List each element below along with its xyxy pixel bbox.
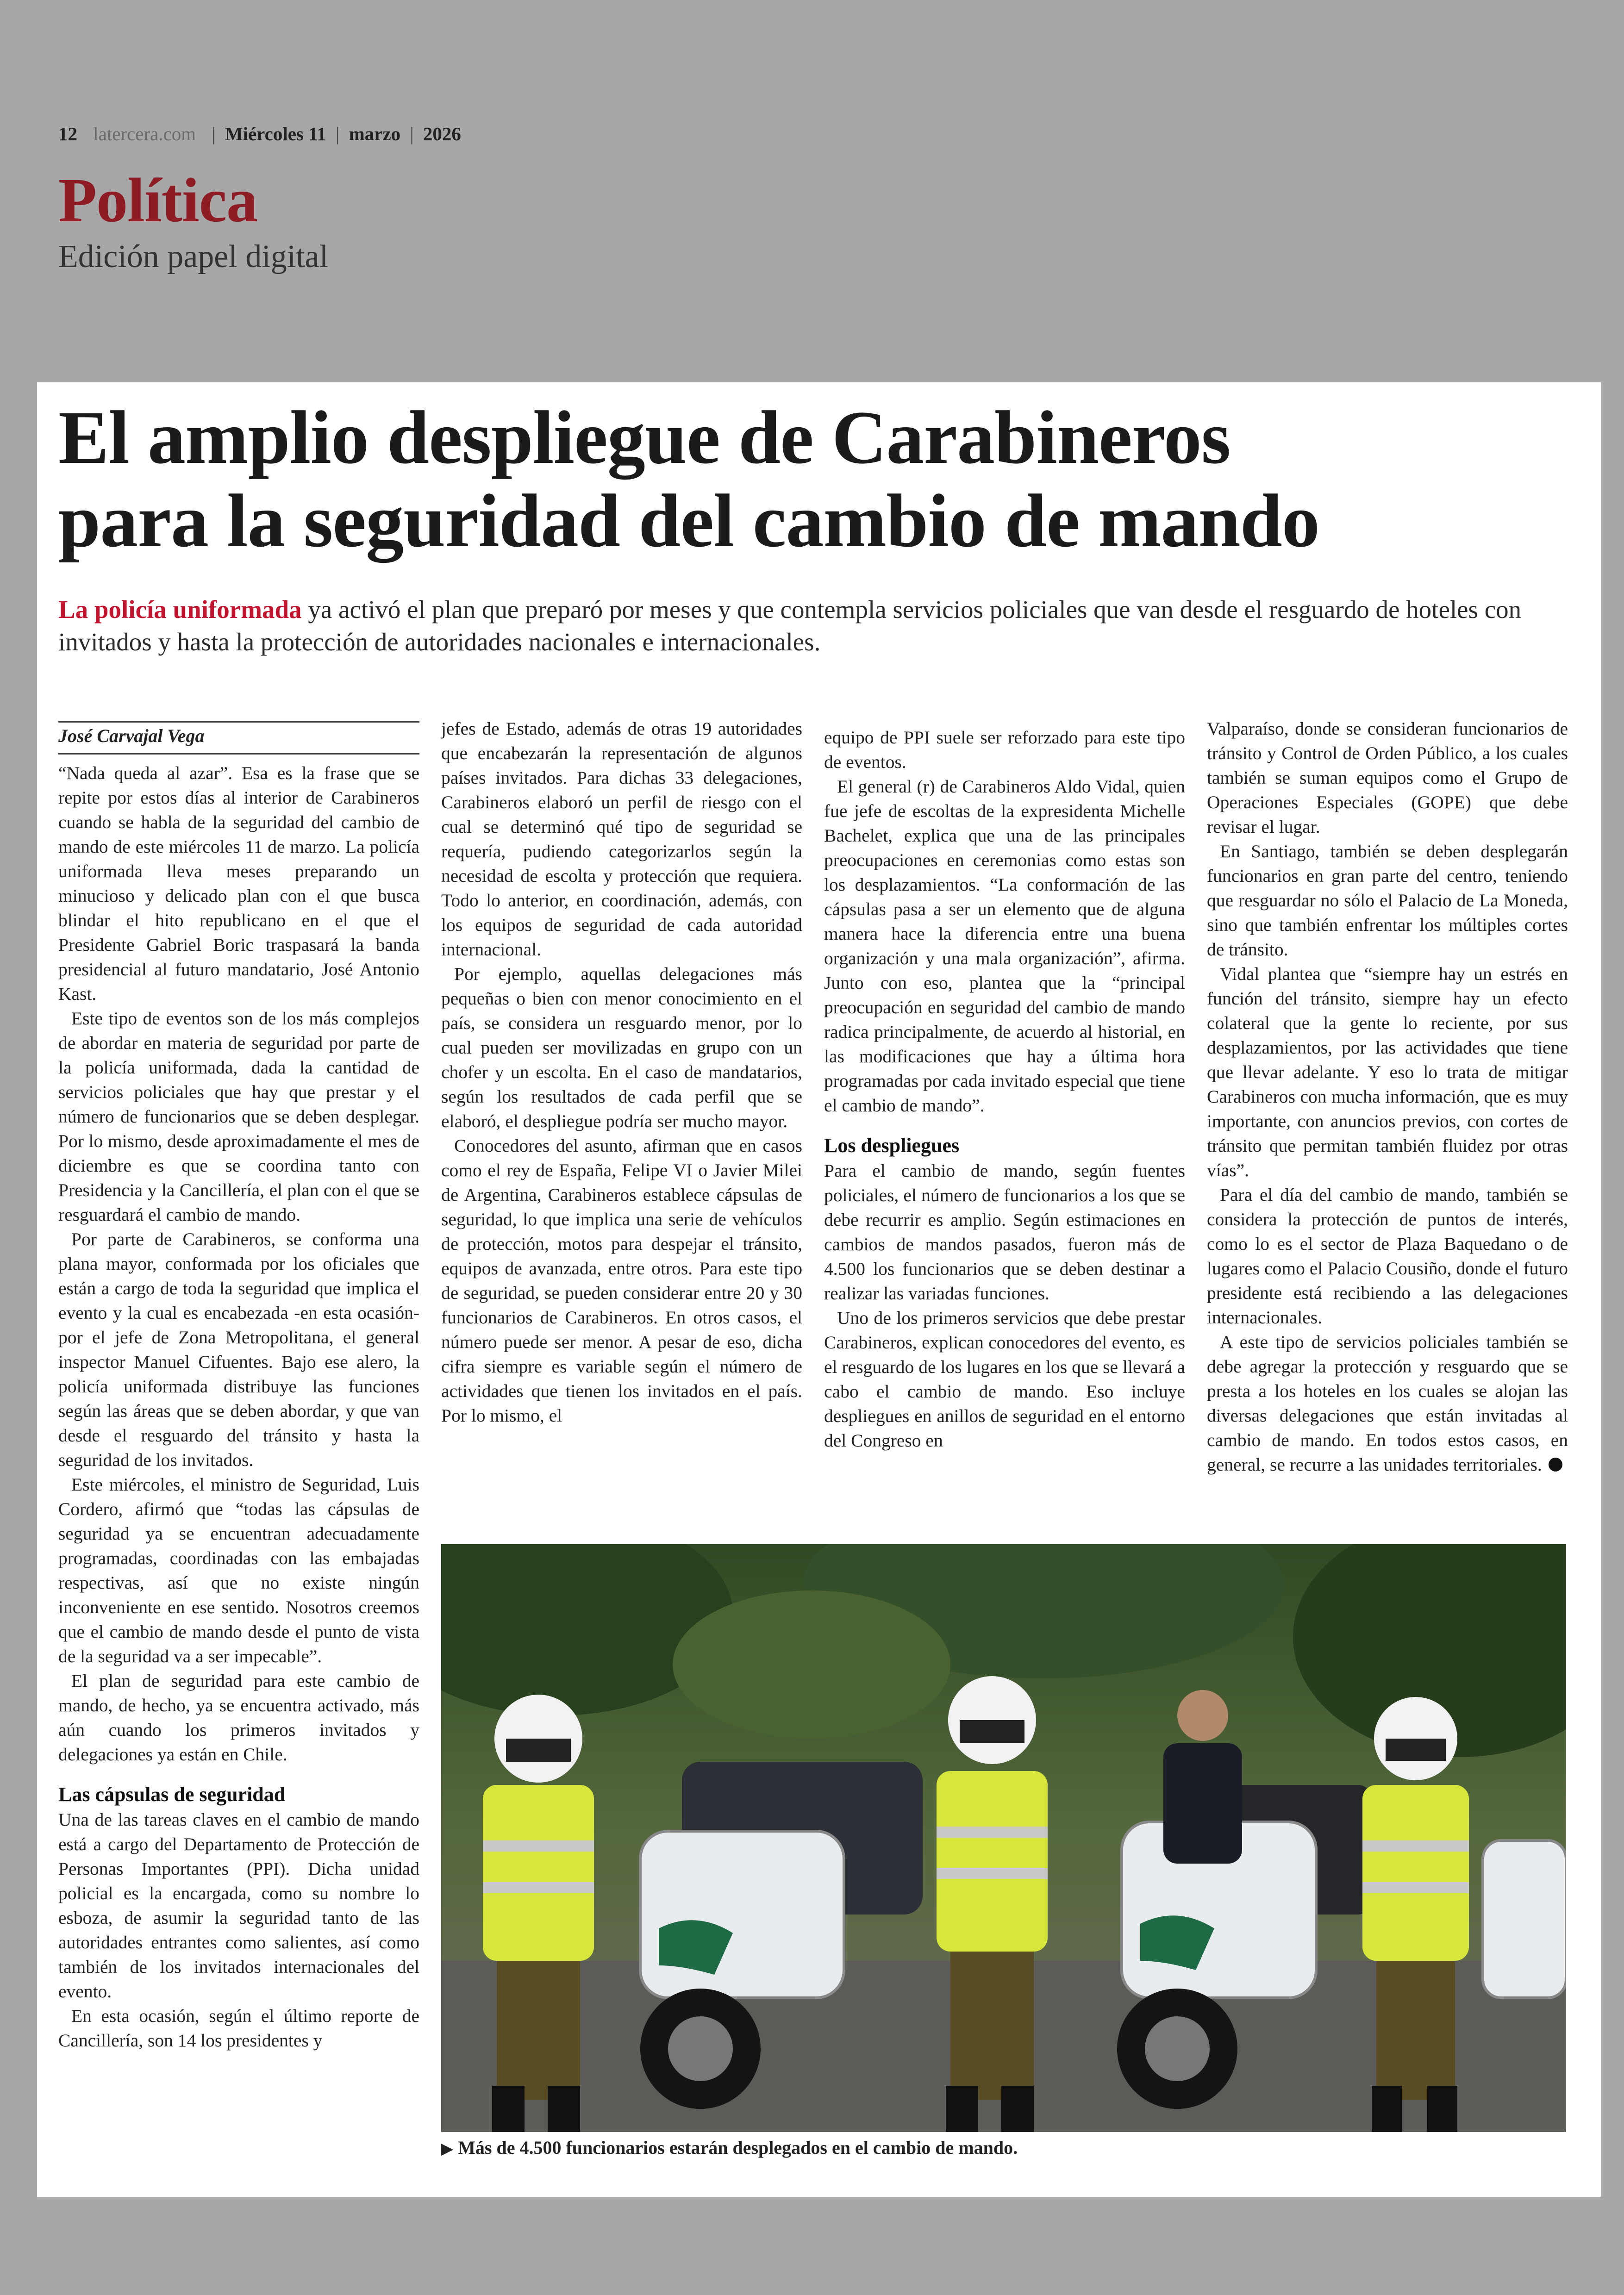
dateline xyxy=(58,123,461,145)
paragraph: Por parte de Carabineros, se conforma una plana mayor, conformada por los oficiales que están a cargo de toda la seguridad que implica el evento y la cual es encabezada -en esta ocasión- por el jefe de Zona Metropolitana, el general inspector Manuel Cifuentes. Bajo ese alero, la policía uniformada distribuye las funciones según las áreas que se deben abordar, y que van desde el resguardo del tránsito y hasta la seguridad de los invitados. xyxy=(58,1229,419,1470)
paragraph: En Santiago, también se deben desplegarán funcionarios en gran parte del centro, teniendo que resguardar no sólo el Palacio de La Moneda, sino que también enfrentar los múltiples cortes de tránsito. xyxy=(1207,841,1568,960)
paragraph: Para el día del cambio de mando, también se considera la protección de puntos de interés, como lo es el sector de Plaza Baquedano o de lugares como el Palacio Cousiño, donde el futuro presidente está recibiendo a las delegaciones internacionales. xyxy=(1207,1185,1568,1328)
paragraph: En esta ocasión, según el último reporte de Cancillería, son 14 los presidentes y xyxy=(58,2006,419,2051)
dek-lead: La policía uniformada xyxy=(58,595,302,624)
paragraph: Uno de los primeros servicios que debe prestar Carabineros, explican conocedores del evento, es el resguardo de los lugares en los que se llevará a cabo el cambio de mando. Eso incluye despliegues en anillos de seguridad en el entorno del Congreso en xyxy=(824,1308,1185,1451)
end-mark-icon xyxy=(1549,1458,1562,1472)
article-column-4 xyxy=(1207,717,1568,1477)
divider: | xyxy=(410,123,414,144)
article-sheet xyxy=(37,382,1601,2197)
site-name: latercera.com xyxy=(93,123,196,144)
paragraph: Para el cambio de mando, según fuentes policiales, el número de funcionarios a los que se debe recurrir es amplio. Según estimaciones en cambios de mandos pasados, fueron más de 4.500 los funcionarios que se deben destinar a realizar las variadas funciones. xyxy=(824,1160,1185,1303)
paragraph: Este tipo de eventos son de los más complejos de abordar en materia de seguridad por parte de la policía uniformada, dada la cantidad de servicios policiales que hay que prestar y el número de funcionarios que se deben desplegar. Por lo mismo, desde aproximadamente el mes de diciembre es que se coordina tanto con Presidencia y la Cancillería, el plan con el que se resguardará el cambio de mando. xyxy=(58,1008,419,1225)
paragraph: jefes de Estado, además de otras 19 autoridades que encabezarán la representación de algunos países invitados. Para dichas 33 delegaciones, Carabineros elaboró un perfil de riesgo con el cual se determinó qué tipo de seguridad se requería, pudiendo categorizarlos según la necesidad de escolta y protección que requiera. Todo lo anterior, en coordinación, además, con los equipos de seguridad de cada autoridad internacional. xyxy=(441,718,802,960)
headline-line-2: para la seguridad del cambio de mando xyxy=(58,479,1319,563)
divider: | xyxy=(336,123,340,144)
caption-text: Más de 4.500 funcionarios estarán desplegados en el cambio de mando. xyxy=(458,2137,1018,2158)
article-photo xyxy=(441,1544,1566,2132)
headline xyxy=(58,396,1586,563)
article-column-2 xyxy=(441,717,802,1428)
caption-arrow-icon: ▶ xyxy=(441,2140,454,2158)
paragraph: Una de las tareas claves en el cambio de mando está a cargo del Departamento de Protección de Personas Importantes (PPI). Dicha unidad policial es la encargada, como su nombre lo esboza, de asumir la seguridad tanto de las autoridades entrantes como salientes, así como también de los invitados internacionales del evento. xyxy=(58,1809,419,2002)
paragraph: Valparaíso, donde se consideran funcionarios de tránsito y Control de Orden Público, a los cuales también se suman equipos como el Grupo de Operaciones Especiales (GOPE) que debe revisar el lugar. xyxy=(1207,718,1568,837)
date-year: 2026 xyxy=(423,123,461,144)
section-title: Política xyxy=(58,166,258,235)
paragraph: “Nada queda al azar”. Esa es la frase que se repite por estos días al interior de Carabineros cuando se habla de la seguridad del cambio de mando de este miércoles 11 de marzo. La policía uniformada lleva meses preparando un minucioso y delicado plan con el que busca blindar el hito republicano en el que el Presidente Gabriel Boric traspasará la banda presidencial al futuro mandatario, José Antonio Kast. xyxy=(58,763,419,1004)
article-dek xyxy=(58,593,1563,658)
headline-line-1: El amplio despliegue de Carabineros xyxy=(58,396,1230,480)
paragraph: Conocedores del asunto, afirman que en casos como el rey de España, Felipe VI o Javier Milei de Argentina, Carabineros establece cápsulas de seguridad, lo que implica una serie de vehículos de protección, motos para despejar el tránsito, equipos de avanzada, entre otros. Para este tipo de seguridad, se pueden considerar entre 20 y 30 funcionarios de Carabineros. En otros casos, el número puede ser menor. A pesar de eso, dicha cifra siempre es variable según el número de actividades que tienen los invitados en el país. Por lo mismo, el xyxy=(441,1135,802,1426)
byline: José Carvajal Vega xyxy=(58,721,419,755)
paragraph: El general (r) de Carabineros Aldo Vidal, quien fue jefe de escoltas de la expresidenta Michelle Bachelet, explica que una de las principales preocupaciones en ceremonias como estas son los desplazamientos. “La conformación de las cápsulas pasa a ser un elemento que de alguna manera hace la diferencia entre una buena organización y una mala organización”, afirma. Junto con eso, plantea que la “principal preocupación en seguridad del cambio de mando radica principalmente, de acuerdo al historial, en las modificaciones que hay a última hora programadas por cada invitado especial que tiene el cambio de mando”. xyxy=(824,776,1185,1116)
article-column-1 xyxy=(58,721,419,2053)
divider: | xyxy=(212,123,216,144)
paragraph: equipo de PPI suele ser reforzado para este tipo de eventos. xyxy=(824,727,1185,772)
subheading: Las cápsulas de seguridad xyxy=(58,1783,286,1806)
paragraph: El plan de seguridad para este cambio de mando, de hecho, ya se encuentra activado, más aún cuando los primeros invitados y delegaciones ya están en Chile. xyxy=(58,1671,419,1765)
date-month: marzo xyxy=(349,123,401,144)
paragraph: Por ejemplo, aquellas delegaciones más pequeñas o bien con menor conocimiento en el país, se considera un resguardo menor, por lo cual pueden ser movilizadas en grupo con un chofer y un escolta. En el caso de mandatarios, según los resultados de cada perfil que se elaboró, el despliegue podría ser mucho mayor. xyxy=(441,964,802,1131)
paragraph: Este miércoles, el ministro de Seguridad, Luis Cordero, afirmó que “todas las cápsulas de seguridad ya se encuentran adecuadamente programadas, coordinadas con las embajadas respectivas, así que no existe ningún inconveniente en ese sentido. Nosotros creemos que el cambio de mando desde el punto de vista de la seguridad va a ser impecable”. xyxy=(58,1474,419,1666)
article-column-3 xyxy=(824,725,1185,1453)
photo-caption xyxy=(441,2137,1018,2158)
paragraph xyxy=(1207,1330,1568,1477)
paragraph-text: A este tipo de servicios policiales también se debe agregar la protección y resguardo que se presta a los hoteles en los cuales se alojan las diversas delegaciones que están invitadas al cambio de mando. En todos estos casos, en general, se recurre a las unidades territoriales. xyxy=(1207,1332,1568,1475)
edition-label: Edición papel digital xyxy=(58,239,329,274)
page-number: 12 xyxy=(58,123,77,144)
dek-text: ya activó el plan que preparó por meses y que contempla servicios policiales que van desde el resguardo de hoteles con invitados y hasta la protección de autoridades nacionales e internacionales. xyxy=(58,595,1522,656)
subheading: Los despliegues xyxy=(824,1134,960,1157)
paragraph: Vidal plantea que “siempre hay un estrés en función del tránsito, siempre hay un efecto colateral que la gente lo reciente, por sus desplazamientos, por las actividades que tiene que llevar adelante. Y eso lo trata de mitigar Carabineros con mucha información, que es muy importante, con anuncios previos, con cortes de tránsito que permitan también fluidez por otras vías”. xyxy=(1207,964,1568,1180)
photo-illustration xyxy=(441,1544,1566,2132)
date-weekday-day: Miércoles 11 xyxy=(225,123,326,144)
